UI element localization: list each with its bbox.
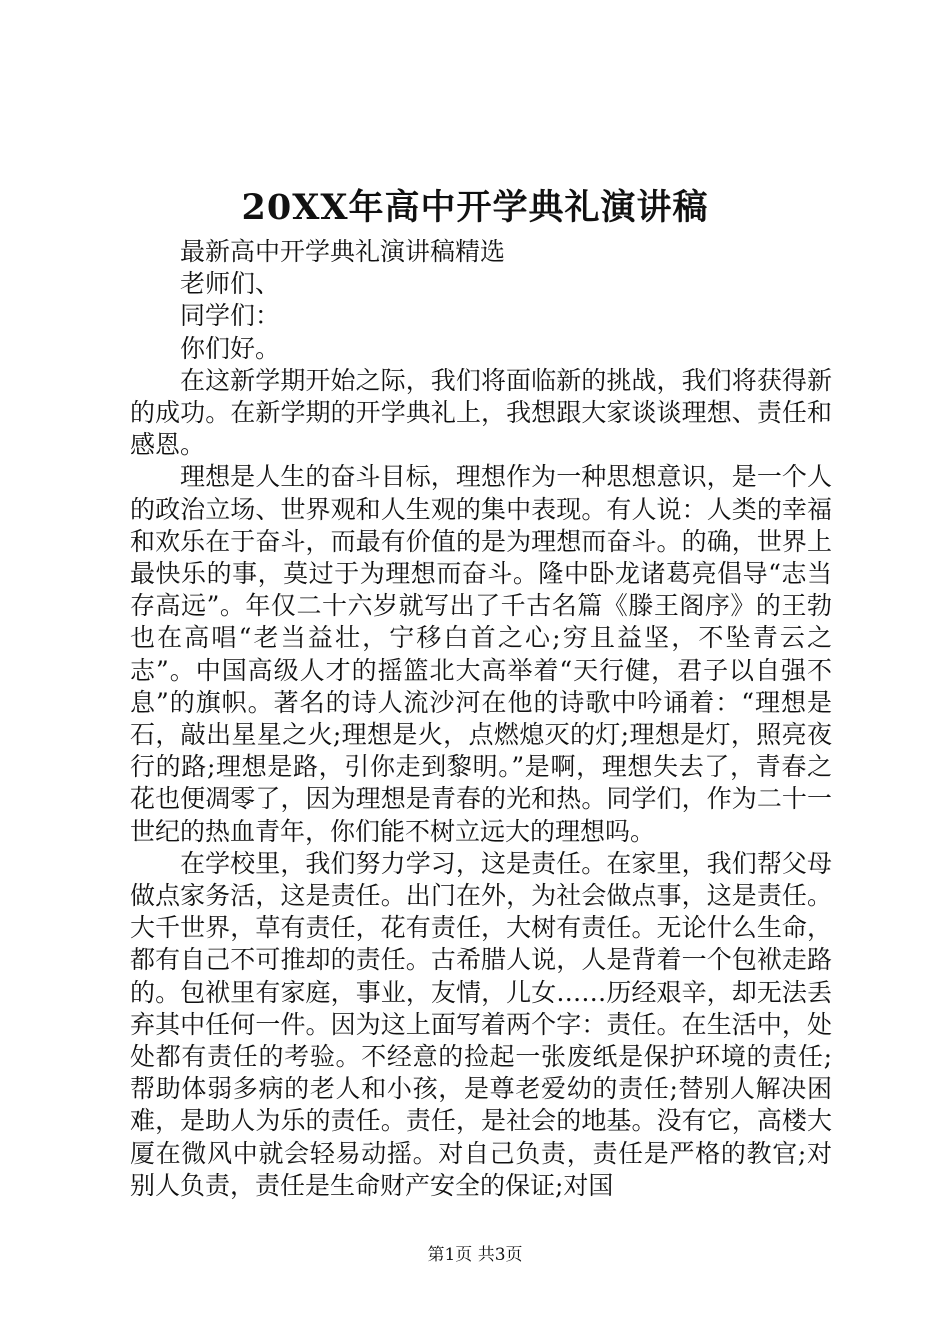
paragraph: 最新高中开学典礼演讲稿精选 bbox=[180, 237, 506, 266]
paragraph: 在学校里，我们努力学习，这是责任。在家里，我们帮父母做点家务活，这是责任。出门在外，为社会做点事，这是责任。大千世界，草有责任，花有责任，大树有责任。无论什么生命，都有自己不可推却的责任。古希腊人说，人是背着一个包袱走路的。包袱里有家庭，事业，友情，儿女……历经艰辛，却无法丢弃其中任何一件。因为这上面写着两个字：责任。在生活中，处处都有责任的考验。不经意的捡起一张废纸是保护环境的责任;帮助体弱多病的老人和小孩，是尊老爱幼的责任;替别人解决困难，是助人为乐的责任。责任，是社会的地基。没有它，高楼大厦在微风中就会轻易动摇。对自己负责，责任是严格的教官;对别人负责，责任是生命财产安全的保证;对国 bbox=[130, 848, 832, 1200]
paragraph: 老师们、 bbox=[180, 269, 281, 299]
paragraph: 在这新学期开始之际，我们将面临新的挑战，我们将获得新的成功。在新学期的开学典礼上，我想跟大家谈谈理想、责任和感恩。 bbox=[130, 365, 832, 460]
document-title: 20XX年高中开学典礼演讲稿 bbox=[241, 187, 709, 228]
page-footer: 第1页 共3页 bbox=[427, 1245, 523, 1265]
paragraph: 理想是人生的奋斗目标，理想作为一种思想意识，是一个人的政治立场、世界观和人生观的集中表现。有人说：人类的幸福和欢乐在于奋斗，而最有价值的是为理想而奋斗。的确，世界上最快乐的事，莫过于为理想而奋斗。隆中卧龙诸葛亮倡导“志当存高远”。年仅二十六岁就写出了千古名篇《滕王阁序》的王勃也在高唱“老当益壮，宁移白首之心;穷且益坚，不坠青云之志”。中国高级人才的摇篮北大高举着“天行健，君子以自强不息”的旗帜。著名的诗人流沙河在他的诗歌中吟诵着：“理想是石，敲出星星之火;理想是火，点燃熄灭的灯;理想是灯，照亮夜行的路;理想是路，引你走到黎明。”是啊，理想失去了，青春之花也便凋零了，因为理想是青春的光和热。同学们，作为二十一世纪的热血青年，你们能不树立远大的理想吗。 bbox=[130, 462, 832, 846]
document-body bbox=[130, 236, 832, 1202]
paragraph: 你们好。 bbox=[180, 333, 281, 363]
paragraph: 同学们： bbox=[180, 301, 281, 331]
